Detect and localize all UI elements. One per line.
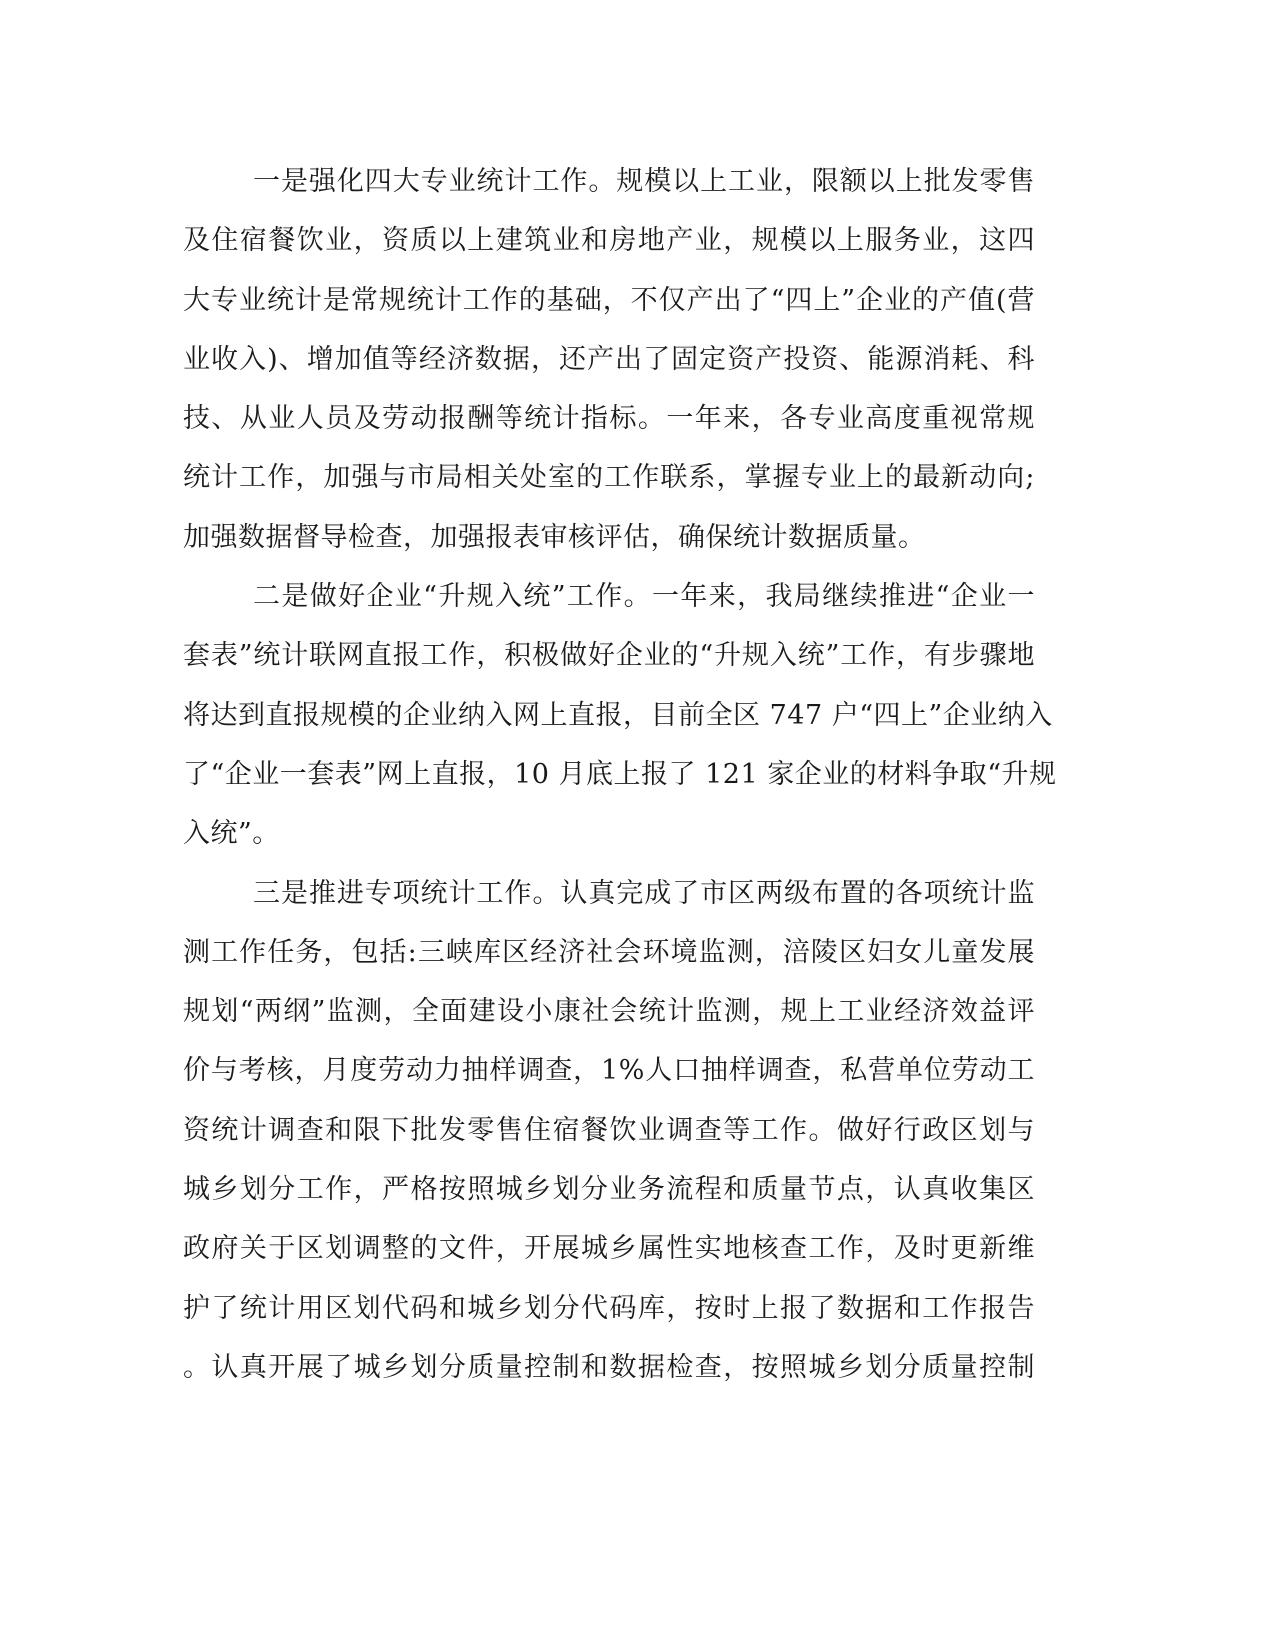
text-line: 入统”。 — [183, 818, 280, 850]
text-line: 。认真开展了城乡划分质量控制和数据检查，按照城乡划分质量控制 — [183, 1351, 1035, 1383]
text-line: 套表”统计联网直报工作，积极做好企业的“升规入统”工作，有步骤地 — [183, 640, 1035, 672]
paragraph-professional-statistics — [183, 152, 1035, 567]
text-line: 技、从业人员及劳动报酬等统计指标。一年来，各专业高度重视常规 — [183, 403, 1035, 435]
paragraph-enterprise-upgrade — [183, 567, 1057, 863]
text-line: 规划“两纲”监测，全面建设小康社会统计监测，规上工业经济效益评 — [183, 996, 1035, 1028]
text-line: 护了统计用区划代码和城乡划分代码库，按时上报了数据和工作报告 — [183, 1292, 1035, 1324]
text-line: 及住宿餐饮业，资质以上建筑业和房地产业，规模以上服务业，这四 — [183, 225, 1035, 257]
text-line: 加强数据督导检查，加强报表审核评估，确保统计数据质量。 — [183, 521, 926, 553]
text-line: 政府关于区划调整的文件，开展城乡属性实地核查工作，及时更新维 — [183, 1233, 1035, 1265]
document-body — [183, 152, 1057, 1397]
text-line: 了“企业一套表”网上直报，10 月底上报了 121 家企业的材料争取“升规 — [183, 758, 1057, 790]
text-line: 二是做好企业“升规入统”工作。一年来，我局继续推进“企业一 — [253, 581, 1035, 613]
text-line: 大专业统计是常规统计工作的基础，不仅产出了“四上”企业的产值(营 — [183, 284, 1035, 316]
text-line: 测工作任务，包括:三峡库区经济社会环境监测，涪陵区妇女儿童发展 — [183, 936, 1035, 968]
paragraph-special-statistics — [183, 864, 1035, 1398]
text-line: 三是推进专项统计工作。认真完成了市区两级布置的各项统计监 — [253, 877, 1035, 909]
text-line: 一是强化四大专业统计工作。规模以上工业，限额以上批发零售 — [253, 166, 1035, 197]
text-line: 价与考核，月度劳动力抽样调查，1%人口抽样调查，私营单位劳动工 — [183, 1055, 1035, 1087]
text-line: 统计工作，加强与市局相关处室的工作联系，掌握专业上的最新动向; — [183, 462, 1035, 494]
text-line: 资统计调查和限下批发零售住宿餐饮业调查等工作。做好行政区划与 — [183, 1114, 1035, 1146]
text-line: 业收入)、增加值等经济数据，还产出了固定资产投资、能源消耗、科 — [183, 343, 1035, 375]
text-line: 城乡划分工作，严格按照城乡划分业务流程和质量节点，认真收集区 — [183, 1174, 1035, 1206]
text-line: 将达到直报规模的企业纳入网上直报，目前全区 747 户“四上”企业纳入 — [183, 699, 1053, 731]
